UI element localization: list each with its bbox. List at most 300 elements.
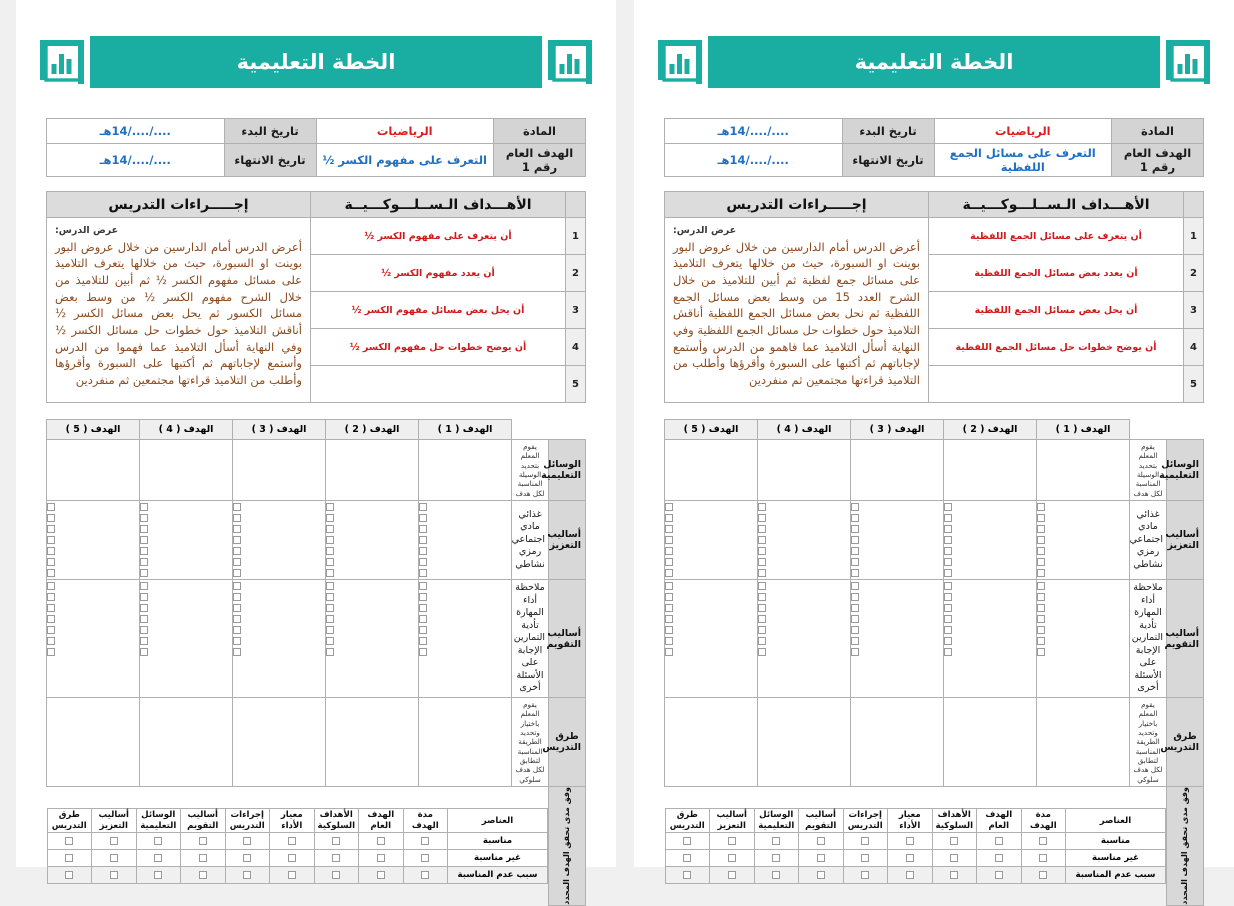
achievement-checkbox-cell (888, 850, 933, 867)
checkbox[interactable] (154, 871, 162, 879)
checkbox[interactable] (851, 593, 859, 601)
checkbox[interactable] (1039, 837, 1047, 845)
checkbox[interactable] (944, 503, 952, 511)
checkbox[interactable] (851, 503, 859, 511)
checkbox[interactable] (233, 558, 241, 566)
checkbox[interactable] (47, 547, 55, 555)
topic-value: التعرف على مفهوم الكسر ½ (316, 144, 494, 177)
checkbox[interactable] (861, 854, 869, 862)
achievement-checkbox-cell (181, 833, 226, 850)
checkbox[interactable] (243, 871, 251, 879)
matrix-blank-cell (233, 440, 326, 501)
objective-number-header (566, 192, 586, 218)
checkbox[interactable] (233, 582, 241, 590)
matrix-items-cell: يقوم المعلم بتحديد الوسيلة المناسبة لكل هدف (512, 440, 549, 501)
achievement-column-header: أساليب التقويم (181, 809, 226, 833)
checkbox[interactable] (332, 837, 340, 845)
matrix-corner-cell (1130, 420, 1204, 440)
achievement-checkbox-cell (136, 867, 181, 884)
checkbox[interactable] (1037, 582, 1045, 590)
checkbox[interactable] (817, 837, 825, 845)
checkbox[interactable] (950, 854, 958, 862)
matrix-checkbox-cell (851, 501, 944, 580)
checkbox[interactable] (140, 615, 148, 623)
document-page-right (16, 0, 616, 905)
checkbox[interactable] (140, 637, 148, 645)
bar-chart-logo-icon (542, 36, 598, 88)
achievement-checkbox-cell (181, 850, 226, 867)
matrix-blank-cell (665, 697, 758, 786)
achievement-checkbox-cell (888, 867, 933, 884)
checkbox[interactable] (140, 604, 148, 612)
achievement-checkbox-cell (932, 833, 977, 850)
checkbox[interactable] (140, 525, 148, 533)
checkbox[interactable] (140, 569, 148, 577)
matrix-item: اجتماعي (1129, 533, 1163, 545)
checkbox[interactable] (419, 525, 427, 533)
checkbox[interactable] (421, 871, 429, 879)
matrix-items-cell (1130, 501, 1167, 580)
matrix-item: أخرى (519, 682, 541, 694)
checkbox[interactable] (288, 837, 296, 845)
achievement-checkbox-cell (403, 833, 448, 850)
checkbox[interactable] (326, 615, 334, 623)
checkbox[interactable] (140, 558, 148, 566)
checkbox[interactable] (140, 626, 148, 634)
achievement-column-header: طرق التدريس (665, 809, 710, 833)
checkbox[interactable] (288, 854, 296, 862)
end-date-value[interactable]: ..../..../14هـ (665, 144, 843, 177)
checkbox[interactable] (140, 593, 148, 601)
matrix-checkbox-cell (233, 501, 326, 580)
checkbox[interactable] (419, 648, 427, 656)
checkbox[interactable] (665, 615, 673, 623)
end-date-value[interactable]: ..../..../14هـ (47, 144, 225, 177)
objectives-body (665, 218, 1204, 403)
checkbox[interactable] (758, 593, 766, 601)
checkbox[interactable] (419, 547, 427, 555)
checkbox[interactable] (758, 615, 766, 623)
checkbox[interactable] (683, 837, 691, 845)
matrix-checkbox-cell (419, 580, 512, 698)
checkbox[interactable] (332, 854, 340, 862)
checkbox[interactable] (995, 854, 1003, 862)
checkbox[interactable] (233, 536, 241, 544)
checkbox[interactable] (944, 604, 952, 612)
checkbox[interactable] (377, 871, 385, 879)
checkbox[interactable] (1037, 604, 1045, 612)
checkbox[interactable] (47, 626, 55, 634)
checkbox[interactable] (728, 854, 736, 862)
checkbox[interactable] (851, 569, 859, 577)
checkbox[interactable] (233, 593, 241, 601)
checkbox[interactable] (326, 569, 334, 577)
checkbox[interactable] (758, 503, 766, 511)
checkbox[interactable] (332, 871, 340, 879)
achievement-row-label: مناسبة (448, 833, 548, 850)
checkbox[interactable] (1039, 871, 1047, 879)
achievement-column-header: مدة الهدف (403, 809, 448, 833)
achievement-row (665, 850, 1166, 867)
checkbox[interactable] (110, 871, 118, 879)
matrix-row (665, 440, 1204, 501)
assessment-matrix-table (46, 419, 586, 906)
checkbox[interactable] (758, 637, 766, 645)
checkbox[interactable] (665, 626, 673, 634)
objectives-header: الأهـــداف الـســلـــوكـــيــة (311, 192, 566, 218)
checkbox[interactable] (326, 547, 334, 555)
matrix-checkbox-cell (419, 501, 512, 580)
achievement-checkbox-cell (1021, 867, 1066, 884)
checkbox[interactable] (851, 615, 859, 623)
checkbox[interactable] (233, 604, 241, 612)
checkbox[interactable] (995, 871, 1003, 879)
checkbox[interactable] (665, 558, 673, 566)
matrix-blank-cell (758, 697, 851, 786)
checkbox[interactable] (944, 626, 952, 634)
matrix-row (665, 501, 1204, 580)
subject-value: الرياضيات (316, 119, 494, 144)
achievement-checkbox-cell (665, 833, 710, 850)
checkbox[interactable] (851, 514, 859, 522)
checkbox[interactable] (1037, 569, 1045, 577)
objective-text: أن يوضح خطوات حل مسائل الجمع اللفظية (929, 329, 1184, 366)
checkbox[interactable] (154, 854, 162, 862)
objective-text (311, 366, 566, 403)
checkbox[interactable] (47, 536, 55, 544)
achievement-checkbox-cell (314, 850, 359, 867)
checkbox[interactable] (65, 837, 73, 845)
checkbox[interactable] (421, 854, 429, 862)
checkbox[interactable] (851, 558, 859, 566)
matrix-checkbox-cell (47, 501, 140, 580)
checkbox[interactable] (851, 604, 859, 612)
checkbox[interactable] (665, 503, 673, 511)
checkbox[interactable] (1037, 547, 1045, 555)
achievement-header-row (47, 809, 548, 833)
checkbox[interactable] (233, 615, 241, 623)
checkbox[interactable] (47, 514, 55, 522)
objective-text (929, 366, 1184, 403)
achievement-checkbox-cell (270, 833, 315, 850)
lesson-info-table (664, 118, 1204, 177)
checkbox[interactable] (47, 604, 55, 612)
start-date-label: تاريخ البدء (224, 119, 316, 144)
checkbox[interactable] (288, 871, 296, 879)
checkbox[interactable] (233, 569, 241, 577)
checkbox[interactable] (944, 525, 952, 533)
matrix-blank-cell (851, 440, 944, 501)
checkbox[interactable] (758, 626, 766, 634)
matrix-blank-cell (419, 440, 512, 501)
checkbox[interactable] (817, 854, 825, 862)
objective-number: 2 (1184, 255, 1204, 292)
checkbox[interactable] (154, 837, 162, 845)
checkbox[interactable] (758, 582, 766, 590)
checkbox[interactable] (817, 871, 825, 879)
bar-chart-logo-icon (1160, 36, 1216, 88)
matrix-items-cell: يقوم المعلم باختيار وتحديد الطريقة المناسبة لتطابق لكل هدف سلوكي (1130, 697, 1167, 786)
checkbox[interactable] (421, 837, 429, 845)
matrix-row (665, 580, 1204, 698)
matrix-header-row (665, 420, 1204, 440)
checkbox[interactable] (728, 871, 736, 879)
checkbox[interactable] (851, 637, 859, 645)
checkbox[interactable] (110, 854, 118, 862)
checkbox[interactable] (326, 593, 334, 601)
checkbox[interactable] (758, 558, 766, 566)
checkbox[interactable] (1037, 525, 1045, 533)
checkbox[interactable] (419, 514, 427, 522)
checkbox[interactable] (140, 582, 148, 590)
checkbox[interactable] (326, 637, 334, 645)
objective-text: أن يعدد بعض مسائل الجمع اللفظية (929, 255, 1184, 292)
end-date-label: تاريخ الانتهاء (224, 144, 316, 177)
bar-chart-logo-icon-mirror (652, 36, 708, 88)
checkbox[interactable] (110, 837, 118, 845)
checkbox[interactable] (1039, 854, 1047, 862)
checkbox[interactable] (728, 837, 736, 845)
checkbox[interactable] (199, 854, 207, 862)
checkbox[interactable] (326, 536, 334, 544)
achievement-column-header: مدة الهدف (1021, 809, 1066, 833)
checkbox[interactable] (65, 871, 73, 879)
checkbox[interactable] (1037, 648, 1045, 656)
achievement-checkbox-cell (977, 867, 1022, 884)
checkbox[interactable] (47, 569, 55, 577)
achievement-checkbox-cell (932, 867, 977, 884)
checkbox[interactable] (906, 871, 914, 879)
checkbox[interactable] (944, 648, 952, 656)
start-date-label: تاريخ البدء (842, 119, 934, 144)
matrix-row-label: الوسائل التعليمية (1167, 440, 1204, 501)
checkbox[interactable] (665, 593, 673, 601)
checkbox[interactable] (233, 648, 241, 656)
checkbox[interactable] (758, 648, 766, 656)
checkbox[interactable] (47, 582, 55, 590)
checkbox[interactable] (683, 854, 691, 862)
checkbox[interactable] (851, 648, 859, 656)
footer-grid-row (665, 787, 1204, 906)
checkbox[interactable] (1037, 558, 1045, 566)
checkbox[interactable] (140, 547, 148, 555)
matrix-checkbox-cell (944, 580, 1037, 698)
objective-number-header (1184, 192, 1204, 218)
checkbox[interactable] (665, 514, 673, 522)
checkbox[interactable] (140, 536, 148, 544)
checkbox[interactable] (1037, 503, 1045, 511)
checkbox[interactable] (419, 626, 427, 634)
checkbox[interactable] (772, 837, 780, 845)
checkbox[interactable] (419, 503, 427, 511)
checkbox[interactable] (758, 514, 766, 522)
matrix-blank-cell (758, 440, 851, 501)
checkbox[interactable] (758, 547, 766, 555)
checkbox[interactable] (665, 525, 673, 533)
checkbox[interactable] (772, 871, 780, 879)
checkbox[interactable] (665, 569, 673, 577)
goal-column-header: الهدف ( 1 ) (419, 420, 512, 440)
checkbox[interactable] (665, 582, 673, 590)
checkbox[interactable] (861, 871, 869, 879)
goal-column-header: الهدف ( 3 ) (851, 420, 944, 440)
achievement-checkbox-cell (47, 850, 92, 867)
checkbox[interactable] (233, 626, 241, 634)
checkbox[interactable] (47, 637, 55, 645)
checkbox[interactable] (326, 558, 334, 566)
checkbox[interactable] (1037, 626, 1045, 634)
table-row (47, 144, 586, 177)
checkbox[interactable] (326, 582, 334, 590)
table-row (665, 144, 1204, 177)
checkbox[interactable] (419, 604, 427, 612)
matrix-checkbox-cell (1037, 501, 1130, 580)
checkbox[interactable] (944, 536, 952, 544)
checkbox[interactable] (419, 582, 427, 590)
checkbox[interactable] (665, 547, 673, 555)
checkbox[interactable] (851, 547, 859, 555)
achievement-column-header: العناصر (1066, 809, 1166, 833)
achievement-column-header: العناصر (448, 809, 548, 833)
checkbox[interactable] (851, 582, 859, 590)
checkbox[interactable] (326, 525, 334, 533)
achievement-column-header: الوسائل التعليمية (754, 809, 799, 833)
start-date-value[interactable]: ..../..../14هـ (665, 119, 843, 144)
achievement-checkbox-cell (92, 850, 137, 867)
checkbox[interactable] (758, 604, 766, 612)
checkbox[interactable] (665, 637, 673, 645)
checkbox[interactable] (665, 536, 673, 544)
checkbox[interactable] (326, 648, 334, 656)
checkbox[interactable] (944, 593, 952, 601)
checkbox[interactable] (950, 837, 958, 845)
checkbox[interactable] (851, 626, 859, 634)
checkbox[interactable] (199, 837, 207, 845)
checkbox[interactable] (47, 615, 55, 623)
objectives-table (46, 191, 586, 403)
goal-column-header: الهدف ( 4 ) (758, 420, 851, 440)
checkbox[interactable] (665, 604, 673, 612)
checkbox[interactable] (233, 503, 241, 511)
checkbox[interactable] (47, 648, 55, 656)
checkbox[interactable] (906, 837, 914, 845)
checkbox[interactable] (851, 536, 859, 544)
checkbox[interactable] (1037, 593, 1045, 601)
general-goal-label: الهدف العام رقم 1 (1112, 144, 1204, 177)
checkbox[interactable] (944, 547, 952, 555)
checkbox[interactable] (1037, 637, 1045, 645)
checkbox[interactable] (758, 536, 766, 544)
achievement-checkbox-cell (665, 850, 710, 867)
checkbox[interactable] (665, 648, 673, 656)
achievement-grid-table (665, 808, 1167, 884)
footer-grid-host (47, 787, 549, 906)
checkbox[interactable] (65, 854, 73, 862)
achievement-checkbox-cell (977, 833, 1022, 850)
checkbox[interactable] (47, 503, 55, 511)
checkbox[interactable] (758, 525, 766, 533)
matrix-row (47, 580, 586, 698)
checkbox[interactable] (851, 525, 859, 533)
checkbox[interactable] (47, 558, 55, 566)
checkbox[interactable] (243, 854, 251, 862)
checkbox[interactable] (1037, 514, 1045, 522)
achievement-column-header: معيار الأداء (888, 809, 933, 833)
checkbox[interactable] (377, 854, 385, 862)
matrix-blank-cell (140, 697, 233, 786)
checkbox[interactable] (326, 514, 334, 522)
checkbox[interactable] (47, 525, 55, 533)
checkbox[interactable] (233, 525, 241, 533)
checkbox[interactable] (377, 837, 385, 845)
checkbox[interactable] (683, 871, 691, 879)
checkbox[interactable] (758, 569, 766, 577)
checkbox[interactable] (944, 615, 952, 623)
checkbox[interactable] (419, 637, 427, 645)
page-title-text: الخطة التعليمية (236, 50, 396, 74)
goal-column-header: الهدف ( 5 ) (47, 420, 140, 440)
checkbox[interactable] (326, 626, 334, 634)
checkbox[interactable] (199, 871, 207, 879)
checkbox[interactable] (944, 637, 952, 645)
checkbox[interactable] (861, 837, 869, 845)
checkbox[interactable] (233, 547, 241, 555)
checkbox[interactable] (140, 648, 148, 656)
checkbox[interactable] (326, 503, 334, 511)
objectives-body (47, 218, 586, 403)
checkbox[interactable] (995, 837, 1003, 845)
start-date-value[interactable]: ..../..../14هـ (47, 119, 225, 144)
checkbox[interactable] (419, 536, 427, 544)
checkbox[interactable] (419, 615, 427, 623)
achievement-checkbox-cell (977, 850, 1022, 867)
achievement-checkbox-cell (754, 850, 799, 867)
checkbox[interactable] (772, 854, 780, 862)
checkbox[interactable] (326, 604, 334, 612)
checkbox[interactable] (233, 514, 241, 522)
matrix-checkbox-cell (758, 580, 851, 698)
matrix-row-label: أساليب التقويم (549, 580, 586, 698)
checkbox[interactable] (419, 593, 427, 601)
checkbox[interactable] (944, 569, 952, 577)
objectives-table (664, 191, 1204, 403)
checkbox[interactable] (140, 514, 148, 522)
procedures-text: أعرض الدرس أمام الدارسين من خلال عروض البور بوينت او السبورة، حيث من خلالها يتعرف التلاميذ على مسائل مفهوم الكسر ½ ثم أبين للتلاميذ من خلال الشرح مفهوم الكسر ½ من وسط بعض مسائل الكسور ثم يحل بعض مسائل الكسر ½ أناقش التلاميذ حول خطوات حل مسائل الكسر ½ وفي النهاية أسأل التلاميذ عما فهموا من الدرس وأستمع لإجاباتهم ثم أكتبها على السبورة وأقرؤها وأطلب من التلاميذ قراءتها مجتمعين ثم منفردين (55, 239, 302, 388)
achievement-row (47, 867, 548, 884)
checkbox[interactable] (944, 558, 952, 566)
table-row (665, 119, 1204, 144)
checkbox[interactable] (419, 569, 427, 577)
achievement-checkbox-cell (136, 833, 181, 850)
matrix-blank-cell (326, 440, 419, 501)
matrix-item: أخرى (1137, 682, 1159, 694)
checkbox[interactable] (906, 854, 914, 862)
checkbox[interactable] (950, 871, 958, 879)
checkbox[interactable] (140, 503, 148, 511)
checkbox[interactable] (47, 593, 55, 601)
checkbox[interactable] (243, 837, 251, 845)
matrix-items-cell (1130, 580, 1167, 698)
checkbox[interactable] (944, 582, 952, 590)
teaching-procedures-cell (665, 218, 929, 403)
checkbox[interactable] (233, 637, 241, 645)
subject-label: المادة (494, 119, 586, 144)
checkbox[interactable] (944, 514, 952, 522)
checkbox[interactable] (1037, 615, 1045, 623)
checkbox[interactable] (1037, 536, 1045, 544)
matrix-item: ملاحظة أداء (515, 582, 545, 606)
checkbox[interactable] (419, 558, 427, 566)
